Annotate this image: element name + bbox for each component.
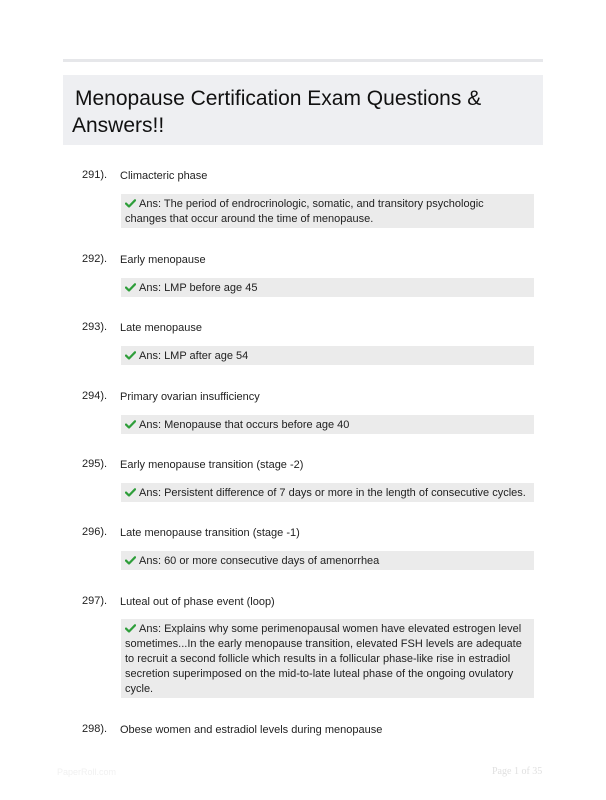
answer-text: Ans: LMP before age 45	[139, 282, 258, 294]
answer-text: Ans: Persistent difference of 7 days or more in the length of consecutive cycles.	[139, 487, 526, 499]
question-text: Luteal out of phase event (loop)	[120, 596, 275, 608]
question-number: 293).	[82, 321, 108, 333]
page-indicator: Page 1 of 35	[492, 766, 543, 777]
answer-text: Ans: LMP after age 54	[139, 350, 249, 362]
answer-text: Ans: Explains why some perimenopausal women have elevated estrogen level sometimes...In the early menopause transition, elevated FSH levels are adequate to recruit a second follicle which results in a follicular phase-like rise in estradiol secretion superimposed on the mid-to-late luteal phase of the ongoing ovulatory cycle.	[125, 623, 522, 695]
footer-watermark: PaperRoll.com	[57, 767, 117, 777]
question-text: Early menopause	[120, 254, 206, 266]
answer-box	[121, 619, 534, 698]
answer-box	[121, 551, 534, 570]
question-text: Obese women and estradiol levels during menopause	[120, 724, 383, 736]
question-text: Climacteric phase	[120, 170, 208, 182]
question-number: 292).	[82, 253, 108, 265]
check-icon	[125, 624, 136, 633]
question-number: 295).	[82, 458, 108, 470]
question-text: Late menopause	[120, 322, 202, 334]
question-number: 296).	[82, 526, 108, 538]
check-icon	[125, 283, 136, 292]
answer-box	[121, 194, 534, 228]
question-number: 298).	[82, 723, 108, 735]
question-text: Early menopause transition (stage -2)	[120, 459, 304, 471]
answer-box	[121, 415, 534, 434]
check-icon	[125, 199, 136, 208]
check-icon	[125, 556, 136, 565]
answer-text: Ans: The period of endrocrinologic, somatic, and transitory psychologic changes that occur around the time of menopause.	[125, 198, 484, 225]
question-number: 294).	[82, 390, 108, 402]
answer-box	[121, 483, 534, 502]
question-number: 291).	[82, 169, 108, 181]
answer-text: Ans: Menopause that occurs before age 40	[139, 419, 350, 431]
check-icon	[125, 420, 136, 429]
document-title-banner	[63, 75, 543, 145]
check-icon	[125, 488, 136, 497]
document-title: Menopause Certification Exam Questions & Answers!!	[72, 87, 482, 137]
top-divider	[63, 59, 543, 62]
answer-box	[121, 346, 534, 365]
answer-text: Ans: 60 or more consecutive days of amenorrhea	[139, 555, 380, 567]
check-icon	[125, 351, 136, 360]
question-text: Primary ovarian insufficiency	[120, 391, 260, 403]
question-text: Late menopause transition (stage -1)	[120, 527, 300, 539]
question-number: 297).	[82, 595, 108, 607]
answer-box	[121, 278, 534, 297]
